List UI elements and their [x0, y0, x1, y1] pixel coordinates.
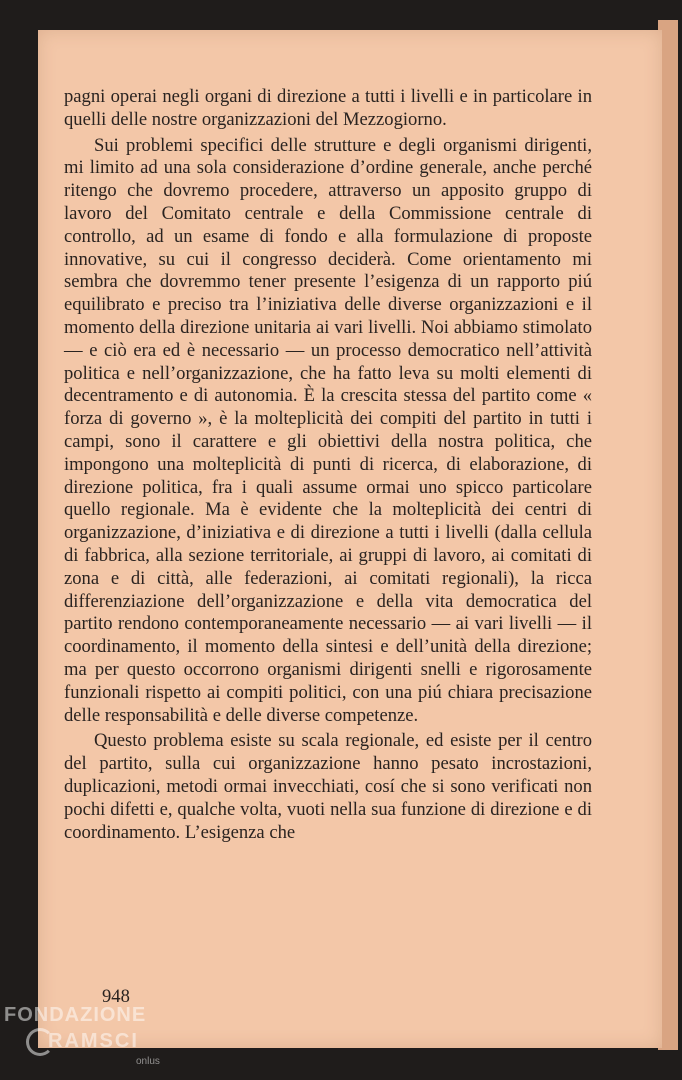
paragraph-3: Questo problema esiste su scala regionale, ed esiste per il centro del partito, sulla cui organizzazione hanno pesato incrostazioni, duplicazioni, metodi ormai invecchiati, cosí che si sono verificati non pochi difetti e, qualche volta, vuoti nella sua funzione di direzione e di coordinamento. L’esigenza che: [64, 730, 592, 843]
paragraph-1: pagni operai negli organi di direzione a tutti i livelli e in particolare in quelli delle nostre organizzazioni del Mezzogiorno.: [64, 86, 592, 130]
body-text: [64, 86, 592, 847]
page-number: 948: [102, 986, 130, 1007]
watermark-line-1: FONDAZIONE: [4, 1004, 147, 1026]
paragraph-2: Sui problemi specifici delle strutture e degli organismi dirigenti, mi limito ad una sola considerazione d’ordine generale, anche perché ritengo che dovremo procedere, attraverso un apposito gruppo di lavoro del Comitato centrale e della Commissione centrale di controllo, ad un esame di fondo e alla formulazione di proposte innovative, su cui il congresso deciderà. Come orientamento mi sembra che dovremmo tener presente l’esigenza di un rapporto piú equilibrato e preciso tra l’iniziativa delle diverse organizzazioni e il momento della direzione unitaria ai vari livelli. Noi abbiamo stimolato — e ciò era ed è necessario — un processo democratico nell’attività politica e nell’organizzazione, che ha fatto leva su molti elementi di decentramento e di autonomia. È la crescita stessa del partito come « forza di governo », è la molteplicità dei compiti del partito in tutti i campi, sono il carattere e gli obiettivi della nostra politica, che impongono una molteplicità di punti di ricerca, di elaborazione, di direzione politica, fra i quali assume ormai uno spicco particolare quello regionale. Ma è evidente che la molteplicità dei centri di organizzazione, d’iniziativa e di direzione a tutti i livelli (dalla cellula di fabbrica, alla sezione territoriale, ai gruppi di lavoro, ai comitati di zona e di città, alle federazioni, ai comitati regionali), la ricca differenziazione dell’organizzazione e della vita democratica del partito rendono contemporaneamente necessario — ai vari livelli — il coordinamento, il momento della sintesi e dell’unità della direzione; ma per questo occorrono organismi dirigenti snelli e rigorosamente funzionali rispetto ai compiti politici, con una piú chiara precisazione delle responsabilità e delle diverse competenze.: [64, 134, 592, 726]
watermark-line-2: RAMSCI: [48, 1030, 139, 1052]
watermark-line-3: onlus: [136, 1056, 160, 1067]
fondazione-gramsci-watermark: [4, 1004, 184, 1078]
